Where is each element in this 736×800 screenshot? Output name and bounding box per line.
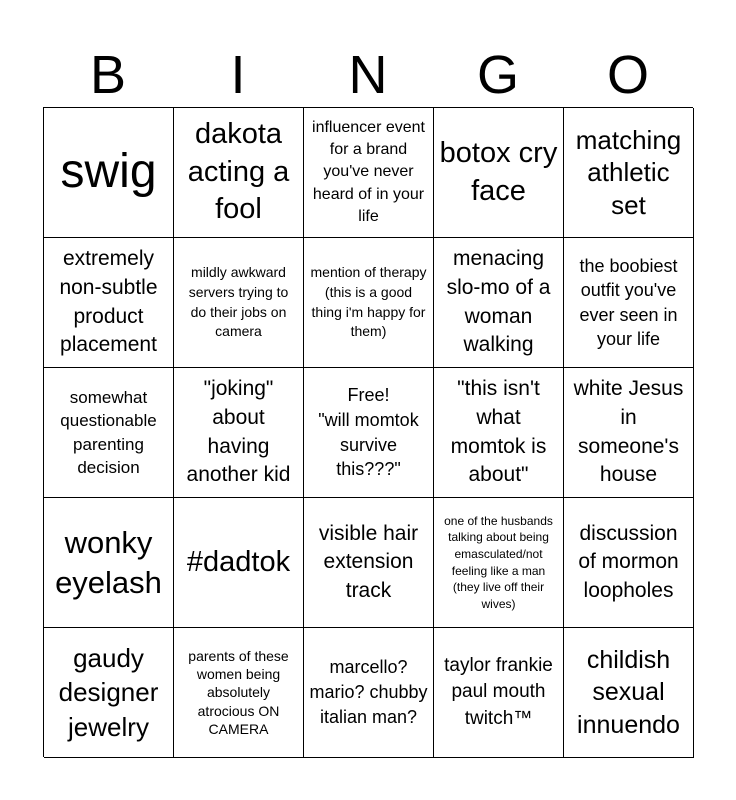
bingo-cell[interactable] [44, 108, 174, 238]
bingo-cell[interactable] [174, 628, 304, 758]
bingo-cell[interactable] [174, 108, 304, 238]
cell-text: #dadtok [186, 546, 291, 579]
cell-text: menacing slo-mo of a woman walking [446, 246, 551, 357]
bingo-header [43, 44, 693, 106]
cell-text: extremely non-subtle product placement [59, 246, 158, 357]
cell-text: "joking" about having another kid [186, 377, 291, 487]
cell-text: taylor frankie paul mouth twitch™ [444, 655, 553, 729]
bingo-cell[interactable] [304, 498, 434, 628]
bingo-cell[interactable] [434, 108, 564, 238]
bingo-cell[interactable] [44, 628, 174, 758]
cell-text: white Jesus in someone's house [573, 377, 684, 487]
header-letter-o: O [606, 45, 649, 105]
header-letter-n: N [348, 45, 388, 105]
cell-text: childish sexual innuendo [577, 645, 680, 739]
cell-text: mention of therapy (this is a good thing i'm happy for them) [310, 263, 427, 340]
cell-text: mildly awkward servers trying to do their jobs on camera [188, 264, 289, 340]
bingo-cell[interactable] [304, 238, 434, 368]
bingo-cell free-space[interactable] [304, 368, 434, 498]
cell-text: visible hair extension track [318, 521, 419, 602]
cell-text: Free! "will momtok survive this???" [318, 384, 419, 480]
cell-text: discussion of mormon loopholes [578, 521, 679, 602]
cell-text: influencer event for a brand you've never heard of in your life [312, 118, 425, 226]
bingo-cell[interactable] [44, 238, 174, 368]
bingo-cell[interactable] [44, 498, 174, 628]
bingo-cell[interactable] [44, 368, 174, 498]
bingo-cell[interactable] [434, 498, 564, 628]
cell-text: the boobiest outfit you've ever seen in your life [579, 255, 678, 349]
cell-text: parents of these women being absolutely atrocious ON CAMERA [188, 648, 289, 737]
bingo-board [43, 107, 693, 757]
bingo-cell[interactable] [304, 628, 434, 758]
bingo-cell[interactable] [434, 628, 564, 758]
cell-text: marcello? mario? chubby italian man? [309, 656, 428, 728]
header-letter-g: G [476, 45, 519, 105]
bingo-cell[interactable] [174, 238, 304, 368]
cell-text: "this isn't what momtok is about" [450, 377, 547, 487]
bingo-cell[interactable] [174, 498, 304, 628]
bingo-cell[interactable] [434, 368, 564, 498]
bingo-cell[interactable] [564, 238, 694, 368]
cell-text: somewhat questionable parenting decision [60, 387, 157, 477]
cell-text: matching athletic set [575, 124, 682, 220]
bingo-cell[interactable] [564, 368, 694, 498]
cell-text: dakota acting a fool [187, 117, 290, 226]
bingo-cell[interactable] [304, 108, 434, 238]
bingo-cell[interactable] [564, 628, 694, 758]
bingo-cell[interactable] [564, 108, 694, 238]
header-letter-b: B [89, 45, 127, 105]
cell-text: botox cry face [439, 136, 558, 207]
cell-text: one of the husbands talking about being emasculated/not feeling like a man (they live off their wives) [444, 513, 553, 611]
bingo-cell[interactable] [174, 368, 304, 498]
bingo-cell[interactable] [434, 238, 564, 368]
header-letter-i: I [230, 45, 246, 105]
cell-text: gaudy designer jewelry [58, 643, 159, 742]
bingo-cell[interactable] [564, 498, 694, 628]
cell-text: wonky eyelash [55, 524, 162, 600]
cell-text: swig [60, 145, 157, 199]
